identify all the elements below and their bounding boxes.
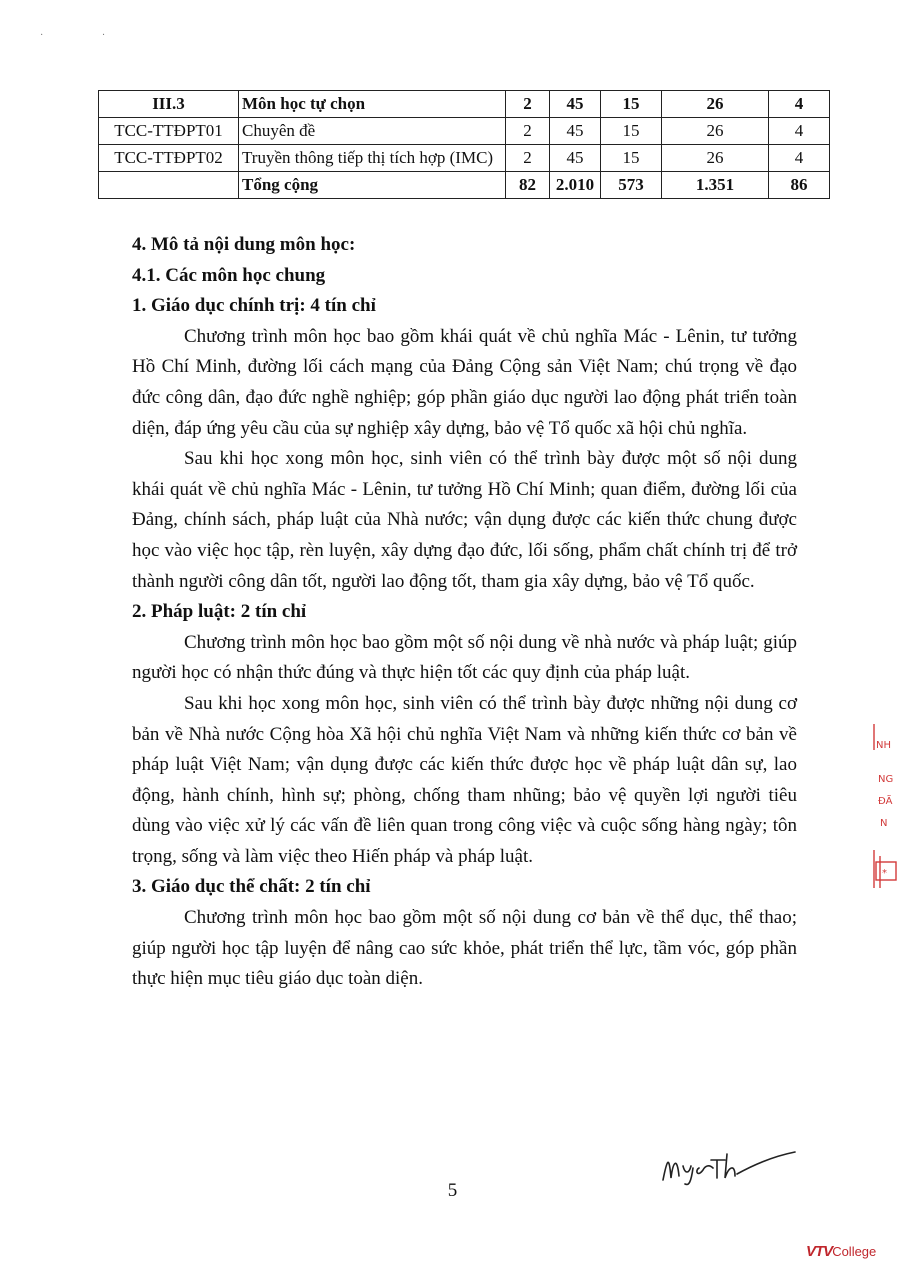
subject-paragraph: Chương trình môn học bao gồm một số nội dung cơ bản về thể dục, thể thao; giúp người học tập luyện để nâng cao sức khỏe, phát triển thể lực, tầm vóc, góp phần thực hiện mục tiêu giáo dục toàn diện. <box>132 907 797 990</box>
vtv-college-logo <box>806 1243 876 1260</box>
subject-paragraph: Chương trình môn học bao gồm một số nội dung về nhà nước và pháp luật; giúp người học có nhận thức đúng và thực hiện tốt các quy định của pháp luật. <box>132 631 797 684</box>
table-cell-total: 45 <box>550 91 601 118</box>
table-cell-theory: 15 <box>601 145 662 172</box>
table-cell-practice: 26 <box>662 145 769 172</box>
table-cell-code: TCC-TTĐPT01 <box>99 118 239 145</box>
curriculum-table-body <box>99 91 830 199</box>
table-cell-practice: 26 <box>662 118 769 145</box>
table-cell-credits: 2 <box>506 91 550 118</box>
svg-text:NH: NH <box>876 740 891 751</box>
subject-title: 2. Pháp luật: 2 tín chỉ <box>132 601 307 623</box>
subsection-heading: 4.1. Các môn học chung <box>132 264 326 286</box>
svg-text:*: * <box>882 868 887 879</box>
table-cell-name: Chuyên đề <box>239 118 506 145</box>
table-cell-name: Truyền thông tiếp thị tích hợp (IMC) <box>239 145 506 172</box>
table-cell-exam: 86 <box>769 172 830 199</box>
subject-paragraph: Sau khi học xong môn học, sinh viên có thể trình bày được những nội dung cơ bản về Nhà nước Cộng hòa Xã hội chủ nghĩa Việt Nam và những kiến thức cơ bản về pháp luật Việt Nam; vận dụng được các kiến thức được học về pháp luật dân sự, lao động, hành chính, hình sự; phòng, chống tham nhũng; bảo vệ quyền lợi người tiêu dùng vào việc xử lý các vấn đề liên quan trong công việc và cuộc sống hàng ngày; tôn trọng, sống và làm việc theo Hiến pháp và pháp luật. <box>132 692 797 867</box>
table-cell-theory: 15 <box>601 91 662 118</box>
table-row <box>99 91 830 118</box>
table-cell-theory: 573 <box>601 172 662 199</box>
table-cell-practice: 1.351 <box>662 172 769 199</box>
table-cell-code: TCC-TTĐPT02 <box>99 145 239 172</box>
table-cell-total: 45 <box>550 145 601 172</box>
table-cell-code: III.3 <box>99 91 239 118</box>
subject-paragraph: Sau khi học xong môn học, sinh viên có thể trình bày được một số nội dung khái quát về chủ nghĩa Mác - Lênin, tư tưởng Hồ Chí Minh; quan điểm, đường lối của Đảng, chính sách, pháp luật của Nhà nước; vận dụng được các kiến thức chung được học vào việc học tập, rèn luyện, xây dựng đạo đức, lối sống, phẩm chất chính trị để trở thành người công dân tốt, người lao động tốt, tham gia xây dựng, bảo vệ Tổ quốc. <box>132 448 797 592</box>
table-cell-total: 45 <box>550 118 601 145</box>
table-row <box>99 145 830 172</box>
table-cell-credits: 82 <box>506 172 550 199</box>
table-cell-code <box>99 172 239 199</box>
table-cell-credits: 2 <box>506 118 550 145</box>
logo-text: College <box>832 1244 877 1259</box>
svg-text:ĐÃ: ĐÃ <box>878 796 893 807</box>
curriculum-table <box>98 90 830 199</box>
table-cell-exam: 4 <box>769 145 830 172</box>
table-cell-credits: 2 <box>506 145 550 172</box>
section-heading: 4. Mô tả nội dung môn học: <box>132 234 356 255</box>
table-cell-practice: 26 <box>662 91 769 118</box>
table-cell-total: 2.010 <box>550 172 601 199</box>
subject-title: 1. Giáo dục chính trị: 4 tín chỉ <box>132 295 376 317</box>
logo-mark: VTV <box>806 1243 833 1260</box>
scan-specks: · · <box>40 30 134 41</box>
content-body <box>132 230 797 995</box>
table-cell-name: Tổng cộng <box>239 172 506 199</box>
table-cell-exam: 4 <box>769 118 830 145</box>
table-row <box>99 118 830 145</box>
subject-paragraph: Chương trình môn học bao gồm khái quát về chủ nghĩa Mác - Lênin, tư tưởng Hồ Chí Minh, đường lối cách mạng của Đảng Cộng sản Việt Nam; chú trọng về đạo đức công dân, đạo đức nghề nghiệp; góp phần giáo dục người lao động phát triển toàn diện, đáp ứng yêu cầu của sự nghiệp xây dựng, bảo vệ Tổ quốc xã hội chủ nghĩa. <box>132 325 797 439</box>
table-cell-theory: 15 <box>601 118 662 145</box>
red-stamp-fragment <box>866 720 902 890</box>
svg-text:NG: NG <box>878 774 894 785</box>
svg-text:N: N <box>880 818 888 829</box>
table-cell-name: Môn học tự chọn <box>239 91 506 118</box>
table-row <box>99 172 830 199</box>
table-cell-exam: 4 <box>769 91 830 118</box>
page-number: 5 <box>447 1180 458 1201</box>
subject-title: 3. Giáo dục thể chất: 2 tín chỉ <box>132 876 371 898</box>
